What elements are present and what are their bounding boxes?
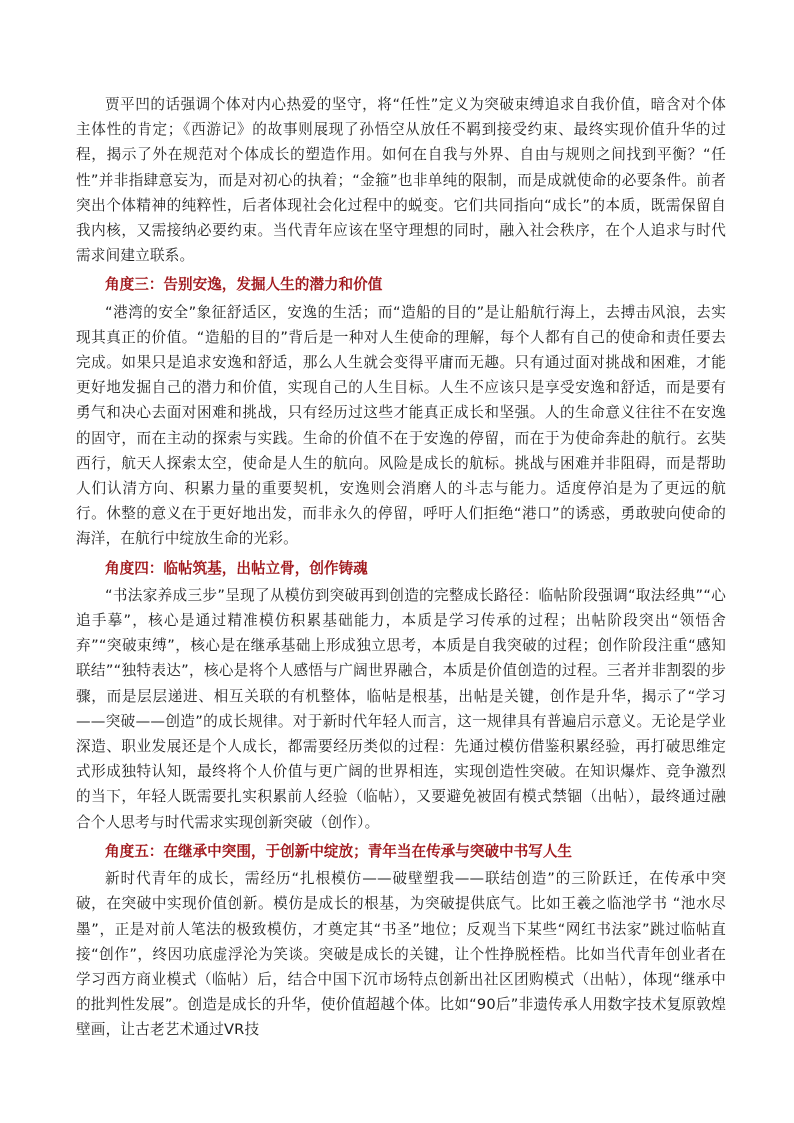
body-paragraph-2: “港湾的安全”象征舒适区，安逸的生活；而“造船的目的”是让船航行海上，去搏击风浪，去实现其真正的价值。“造船的目的”背后是一种对人生使命的理解，每个人都有自己的使命和责任要去完成。如果只是追求安逸和舒适，那么人生就会变得平庸而无趣。只有通过面对挑战和困难，才能更好地发掘自己的潜力和价值，实现自己的人生目标。人生不应该只是享受安逸和舒适，而是要有勇气和决心去面对困难和挑战，只有经历过这些才能真正成长和坚强。人的生命意义往往不在安逸的固守，而在主动的探索与实践。生命的价值不在于安逸的停留，而在于为使命奔赴的航行。玄奘西行，航天人探索太空，使命是人生的航向。风险是成长的航标。挑战与困难并非阻碍，而是帮助人们认清方向、积累力量的重要契机，安逸则会消磨人的斗志与能力。适度停泊是为了更远的航行。休整的意义在于更好地出发，而非永久的停留，呼吁人们拒绝“港口”的诱惑，勇敢驶向使命的海洋，在航行中绽放生命的光彩。 [76, 303, 726, 548]
section-heading-5: 角度五：在继承中突围，于创新中绽放；青年当在传承与突破中书写人生 [105, 842, 573, 860]
document-page [76, 92, 726, 1043]
section-heading-3: 角度三：告别安逸，发掘人生的潜力和价值 [105, 276, 383, 294]
body-paragraph-1: 贾平凹的话强调个体对内心热爱的坚守，将“任性”定义为突破束缚追求自我价值，暗含对个体主体性的肯定；《西游记》的故事则展现了孙悟空从放任不羁到接受约束、最终实现价值升华的过程，揭示了外在规范对个体成长的塑造作用。如何在自我与外界、自由与规则之间找到平衡？“任性”并非指肆意妄为，而是对初心的执着；“金箍”也非单纯的限制，而是成就使命的必要条件。前者突出个体精神的纯粹性，后者体现社会化过程中的蜕变。它们共同指向“成长”的本质，既需保留自我内核，又需接纳必要约束。当代青年应该在坚守理想的同时，融入社会秩序，在个人追求与时代需求间建立联系。 [76, 96, 726, 265]
body-paragraph-3: “书法家养成三步”呈现了从模仿到突破再到创造的完整成长路径：临帖阶段强调“取法经典”“心追手摹”，核心是通过精准模仿积累基础能力，本质是学习传承的过程；出帖阶段突出“领悟舍弃”“突破束缚”，核心是在继承基础上形成独立思考，本质是自我突破的过程；创作阶段注重“感知联结”“独特表达”，核心是将个人感悟与广阔世界融合，本质是价值创造的过程。三者并非割裂的步骤，而是层层递进、相互关联的有机整体，临帖是根基，出帖是关键，创作是升华，揭示了“学习——突破——创造”的成长规律。对于新时代年轻人而言，这一规律具有普遍启示意义。无论是学业深造、职业发展还是个人成长，都需要经历类似的过程：先通过模仿借鉴积累经验，再打破思维定式形成独特认知，最终将个人价值与更广阔的世界相连，实现创造性突破。在知识爆炸、竞争激烈的当下，年轻人既需要扎实积累前人经验（临帖），又要避免被固有模式禁锢（出帖），最终通过融合个人思考与时代需求实现创新突破（创作）。 [76, 586, 726, 831]
body-paragraph-4: 新时代青年的成长，需经历“扎根模仿——破壁塑我——联结创造”的三阶跃迁，在传承中突破，在突破中实现价值创新。模仿是成长的根基，为突破提供底气。比如王羲之临池学书 “池水尽墨”，正是对前人笔法的极致模仿，才奠定其“书圣”地位；反观当下某些“网红书法家”跳过临帖直接“创作”，终因功底虚浮沦为笑谈。突破是成长的关键，让个性挣脱桎梏。比如当代青年创业者在学习西方商业模式（临帖）后，结合中国下沉市场特点创新出社区团购模式（出帖），体现“继承中的批判性发展”。创造是成长的升华，使价值超越个体。比如“90后”非遗传承人用数字技术复原敦煌壁画，让古老艺术通过VR技 [76, 870, 726, 1039]
section-heading-4: 角度四：临帖筑基，出帖立骨，创作铸魂 [105, 559, 368, 577]
